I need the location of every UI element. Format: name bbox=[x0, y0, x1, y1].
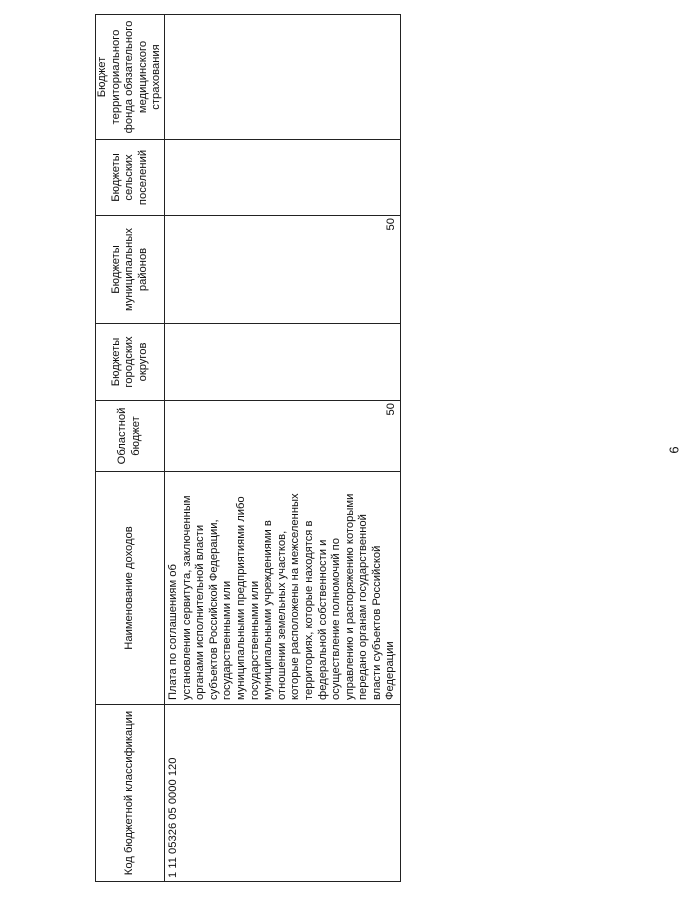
row-name-line: управлению и распоряжению которыми bbox=[343, 493, 356, 700]
header-regional-budget: Областной бюджет bbox=[96, 401, 165, 472]
row-medical-value bbox=[164, 15, 400, 140]
row-name-line: органами исполнительной власти bbox=[194, 524, 207, 700]
row-name-line: Федерации bbox=[384, 641, 397, 700]
row-name-line: государственными или bbox=[248, 580, 261, 700]
row-code: 1 11 05326 05 0000 120 bbox=[164, 705, 400, 882]
row-name-line: осуществление полномочий по bbox=[330, 538, 343, 700]
header-medical-fund-budget: Бюджет территориального фонда обязательного медицинского страхования bbox=[96, 15, 165, 140]
row-name-line: передано органам государственной bbox=[357, 514, 370, 700]
row-name-line: муниципальными учреждениями в bbox=[262, 520, 275, 700]
row-name-line: территориях, которые находятся в bbox=[302, 520, 315, 700]
row-urban-value bbox=[164, 324, 400, 401]
row-name-line: Плата по соглашениям об bbox=[166, 564, 179, 700]
header-rural-budgets: Бюджеты сельских поселений bbox=[96, 140, 165, 216]
revenue-table-rotated bbox=[95, 15, 400, 882]
header-urban-budgets: Бюджеты городских округов bbox=[96, 324, 165, 401]
row-name-line: субъектов Российской Федерации, bbox=[207, 519, 220, 700]
row-name-line: отношении земельных участков, bbox=[275, 530, 288, 700]
table-row bbox=[164, 15, 400, 882]
row-name-line: которые расположены на межселенных bbox=[289, 493, 302, 700]
page-number: 6 bbox=[666, 446, 682, 454]
row-municipal-value: 50 bbox=[164, 216, 400, 324]
row-name-line: установлении сервитута, заключенным bbox=[180, 495, 193, 700]
row-name bbox=[164, 472, 400, 705]
row-rural-value bbox=[164, 140, 400, 216]
row-name-line: федеральной собственности и bbox=[316, 539, 329, 700]
table-header-row bbox=[96, 15, 165, 882]
row-name-line: муниципальными предприятиями либо bbox=[234, 496, 247, 700]
header-code: Код бюджетной классификации bbox=[96, 705, 165, 882]
revenue-distribution-table bbox=[95, 14, 401, 882]
row-name-line: государственными или bbox=[221, 580, 234, 700]
row-regional-value: 50 bbox=[164, 401, 400, 472]
header-municipal-budgets: Бюджеты муниципальных районов bbox=[96, 216, 165, 324]
header-name: Наименование доходов bbox=[96, 472, 165, 705]
row-name-line: власти субъектов Российской bbox=[370, 545, 383, 700]
